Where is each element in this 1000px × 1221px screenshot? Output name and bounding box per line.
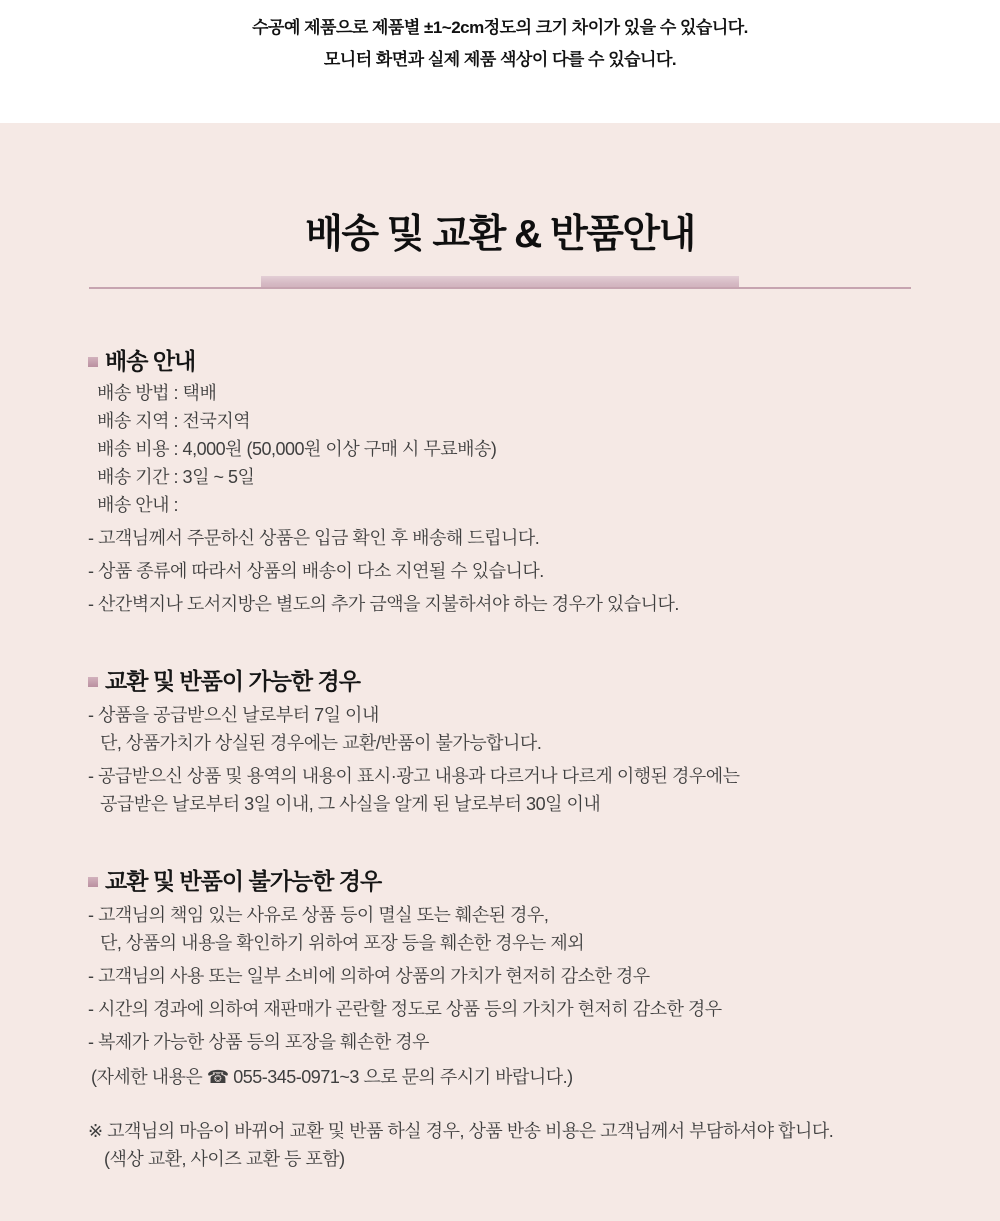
square-bullet-icon	[88, 357, 98, 367]
section-shipping	[88, 346, 940, 618]
info-line: 배송 지역 : 전국지역	[97, 411, 251, 431]
section-heading	[88, 346, 940, 376]
info-line: (자세한 내용은 ☎ 055-345-0971~3 으로 문의 주시기 바랍니다.)	[91, 1067, 573, 1087]
info-line: 배송 방법 : 택배	[97, 383, 217, 403]
info-line: - 공급받으신 상품 및 용역의 내용이 표시·광고 내용과 다르거나 다르게 이행된 경우에는	[88, 766, 740, 786]
info-line: 단, 상품의 내용을 확인하기 위하여 포장 등을 훼손한 경우는 제외	[100, 933, 585, 953]
shipping-return-notice-panel	[0, 123, 1000, 1221]
section-heading	[88, 866, 940, 896]
footnote-line: (색상 교환, 사이즈 교환 등 포함)	[104, 1149, 345, 1169]
title-divider	[0, 276, 1000, 291]
info-line: - 복제가 가능한 상품 등의 포장을 훼손한 경우	[88, 1032, 429, 1052]
section-heading-label: 교환 및 반품이 가능한 경우	[105, 668, 360, 694]
info-line: 단, 상품가치가 상실된 경우에는 교환/반품이 불가능합니다.	[100, 733, 542, 753]
square-bullet-icon	[88, 677, 98, 687]
section-heading-label: 배송 안내	[105, 348, 196, 374]
square-bullet-icon	[88, 877, 98, 887]
info-line: - 상품 종류에 따라서 상품의 배송이 다소 지연될 수 있습니다.	[88, 561, 544, 581]
section-heading	[88, 666, 940, 696]
info-line: - 상품을 공급받으신 날로부터 7일 이내	[88, 705, 379, 725]
disclaimer-line-size: 수공예 제품으로 제품별 ±1~2cm정도의 크기 차이가 있을 수 있습니다.	[252, 18, 748, 37]
section-heading-label: 교환 및 반품이 불가능한 경우	[105, 868, 382, 894]
info-line: - 고객님의 책임 있는 사유로 상품 등이 멸실 또는 훼손된 경우,	[88, 905, 549, 925]
section-lines	[88, 901, 940, 1091]
info-line: 배송 안내 :	[97, 495, 179, 515]
return-cost-footnote	[88, 1117, 940, 1173]
info-line: 배송 기간 : 3일 ~ 5일	[97, 467, 255, 487]
divider-thin-line	[89, 287, 911, 289]
info-line: - 고객님의 사용 또는 일부 소비에 의하여 상품의 가치가 현저히 감소한 경우	[88, 966, 650, 986]
disclaimer-line-color: 모니터 화면과 실제 제품 색상이 다를 수 있습니다.	[323, 50, 677, 69]
footnote-line: ※ 고객님의 마음이 바뀌어 교환 및 반품 하실 경우, 상품 반송 비용은 고객님께서 부담하셔야 합니다.	[88, 1121, 834, 1141]
section-lines	[88, 379, 940, 618]
info-line: - 산간벽지나 도서지방은 별도의 추가 금액을 지불하셔야 하는 경우가 있습니다.	[88, 594, 679, 614]
info-line: 배송 비용 : 4,000원 (50,000원 이상 구매 시 무료배송)	[97, 439, 497, 459]
info-line: 공급받은 날로부터 3일 이내, 그 사실을 알게 된 날로부터 30일 이내	[100, 794, 601, 814]
info-line: - 시간의 경과에 의하여 재판매가 곤란할 정도로 상품 등의 가치가 현저히 감소한 경우	[88, 999, 722, 1019]
section-exchange-impossible	[88, 866, 940, 1091]
section-exchange-possible	[88, 666, 940, 818]
info-line: - 고객님께서 주문하신 상품은 입금 확인 후 배송해 드립니다.	[88, 528, 540, 548]
notice-content	[0, 291, 1000, 1173]
handmade-disclaimer	[0, 0, 1000, 123]
page-title: 배송 및 교환 & 반품안내	[305, 213, 695, 256]
section-lines	[88, 701, 940, 818]
